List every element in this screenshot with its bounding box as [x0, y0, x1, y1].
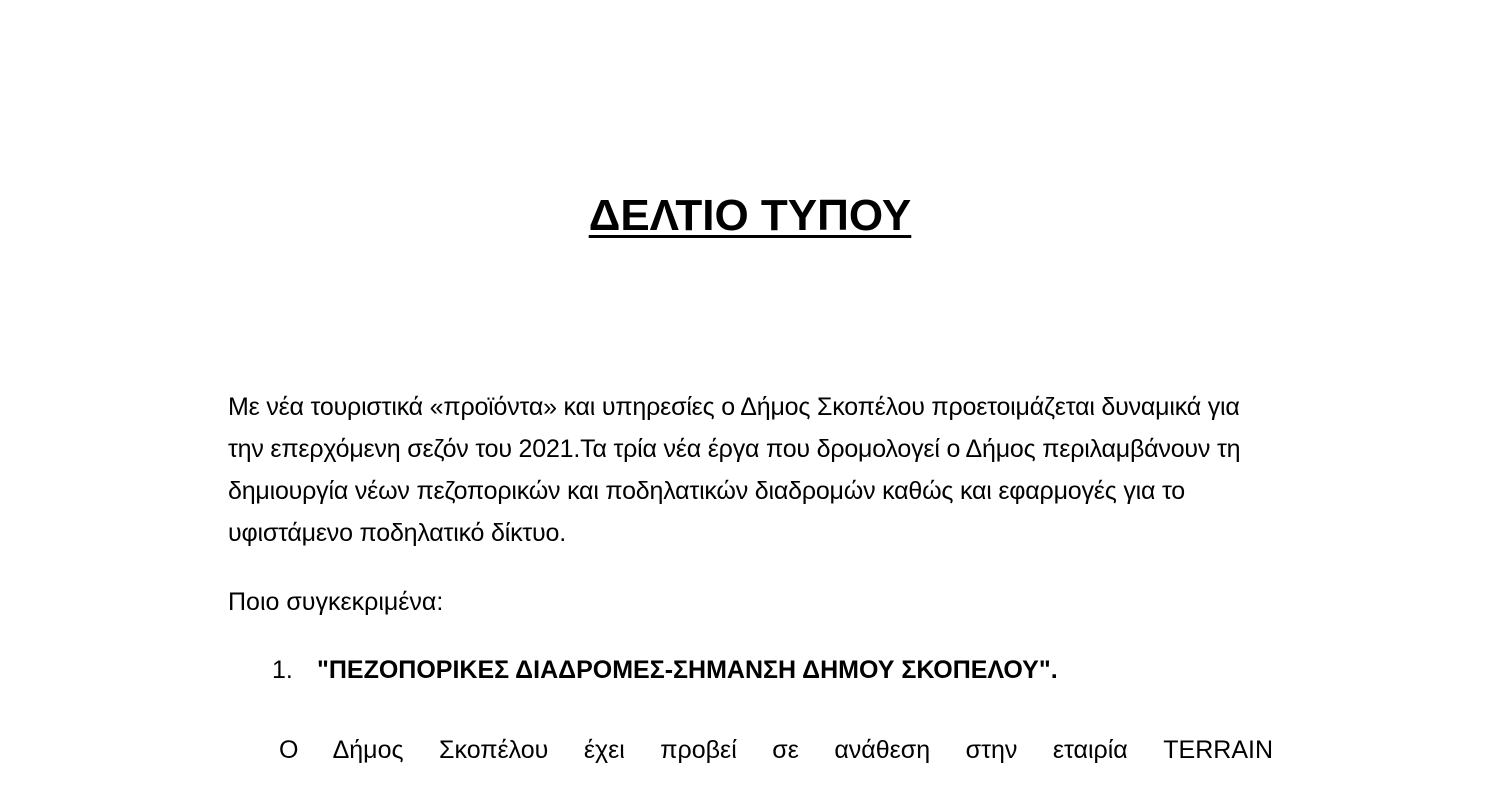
item-body-paragraph: Ο Δήμος Σκοπέλου έχει προβεί σε ανάθεση στην εταιρία TERRAIN [279, 736, 1273, 764]
list-item [272, 650, 1058, 690]
intro-paragraph: Με νέα τουριστικά «προϊόντα» και υπηρεσίες ο Δήμος Σκοπέλου προετοιμάζεται δυναμικά για την επερχόμενη σεζόν του 2021.Τα τρία νέα έργα που δρομολογεί ο Δήμος περιλαμβάνουν τη δημιουργία νέων πεζοπορικών και ποδηλατικών διαδρομών καθώς και εφαρμογές για το υφιστάμενο ποδηλατικό δίκτυο. [228, 393, 1241, 547]
list-item-number: 1. [272, 656, 293, 684]
list-item-heading: "ΠΕΖΟΠΟΡΙΚΕΣ ΔΙΑΔΡΟΜΕΣ-ΣΗΜΑΝΣΗ ΔΗΜΟΥ ΣΚΟΠΕΛΟΥ". [317, 656, 1058, 684]
page-title [0, 188, 1500, 244]
lead-in-text: Ποιο συγκεκριμένα: [228, 588, 444, 616]
page-title-text: ΔΕΛΤΙΟ ΤΥΠΟΥ [588, 191, 912, 240]
